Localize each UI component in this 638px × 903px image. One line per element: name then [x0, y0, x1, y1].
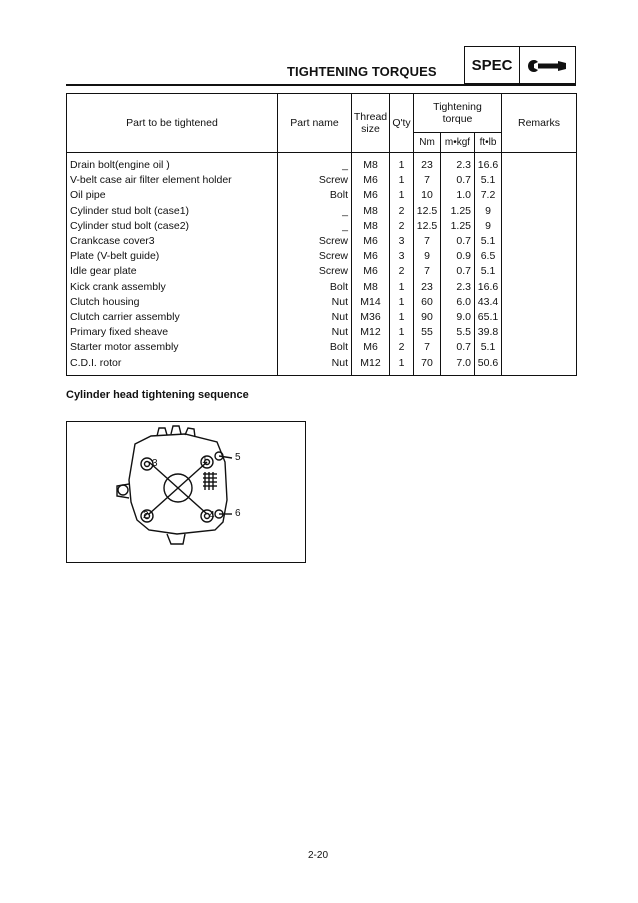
cell-mkgf: 5.5 — [456, 326, 471, 339]
cell-part-name: Bolt — [329, 280, 348, 293]
header-rule — [66, 84, 576, 86]
sequence-label-5: 5 — [235, 452, 241, 463]
cell-nm: 7 — [424, 174, 430, 187]
cell-nm: 7 — [424, 265, 430, 278]
cell-part-name: Nut — [331, 311, 348, 324]
cell-nm: 70 — [421, 356, 433, 369]
qty-column — [390, 153, 414, 376]
cell-part: Kick crank assembly — [70, 280, 166, 293]
cell-part: Idle gear plate — [70, 265, 137, 278]
cell-mkgf: 0.7 — [456, 235, 471, 248]
sequence-label-6: 6 — [235, 508, 241, 519]
cell-qty: 3 — [398, 250, 405, 263]
cell-part-name: Nut — [331, 295, 348, 308]
col-part-name: Part name — [278, 94, 352, 153]
col-remarks: Remarks — [502, 94, 577, 153]
sequence-label-2: 2 — [143, 510, 149, 521]
cell-ftlb: 5.1 — [480, 235, 496, 248]
cell-qty: 2 — [398, 341, 405, 354]
cell-thread: M14 — [360, 295, 381, 308]
cell-thread: M12 — [360, 356, 381, 369]
unit-ftlb: ft•lb — [475, 133, 502, 153]
cell-nm: 12.5 — [416, 219, 438, 232]
cell-qty: 1 — [398, 174, 405, 187]
col-tight-line1: Tightening — [433, 101, 482, 113]
cell-part: C.D.I. rotor — [70, 356, 122, 369]
cell-mkgf: 1.25 — [450, 204, 471, 217]
cell-part: Cylinder stud bolt (case1) — [70, 204, 190, 217]
cell-part-name: Screw — [318, 265, 348, 278]
cell-mkgf: 9.0 — [456, 311, 471, 324]
cell-part-name: Screw — [318, 235, 348, 248]
cell-nm: 55 — [421, 326, 433, 339]
cell-nm: 23 — [421, 159, 433, 171]
cell-mkgf: 2.3 — [456, 159, 471, 171]
cell-part: Drain bolt(engine oil ) — [70, 159, 170, 171]
cell-qty: 1 — [398, 159, 405, 171]
cell-thread: M6 — [363, 174, 378, 187]
part-name-column — [278, 153, 352, 376]
cell-qty: 3 — [398, 235, 405, 248]
torque-table — [66, 93, 577, 376]
cell-part: Clutch housing — [70, 295, 140, 308]
cell-thread: M8 — [363, 219, 378, 232]
spec-badge: SPEC — [464, 46, 520, 84]
cell-part: V-belt case air filter element holder — [70, 174, 232, 187]
cell-qty: 1 — [398, 356, 405, 369]
cell-ftlb: 5.1 — [480, 174, 496, 187]
cell-thread: M6 — [363, 235, 378, 248]
col-part: Part to be tightened — [67, 94, 278, 153]
cell-mkgf: 0.7 — [456, 174, 471, 187]
cell-nm: 7 — [424, 341, 430, 354]
cell-mkgf: 1.25 — [450, 219, 471, 232]
col-thread-line2: size — [361, 123, 380, 135]
thread-size-column — [352, 153, 390, 376]
cell-qty: 1 — [398, 189, 405, 202]
cell-mkgf: 7.0 — [456, 356, 471, 369]
cell-ftlb: 6.5 — [480, 250, 496, 263]
cell-part-name: Screw — [318, 174, 348, 187]
cell-part-name: Bolt — [329, 341, 348, 354]
cell-part: Starter motor assembly — [70, 341, 179, 354]
cell-ftlb: 39.8 — [477, 326, 499, 339]
cell-qty: 1 — [398, 295, 405, 308]
cell-ftlb: 5.1 — [480, 265, 496, 278]
unit-nm: Nm — [414, 133, 441, 153]
part-column — [67, 153, 278, 376]
cell-mkgf: 0.7 — [456, 265, 471, 278]
cell-mkgf: 0.7 — [456, 341, 471, 354]
ftlb-column — [475, 153, 502, 376]
cell-part: Oil pipe — [70, 189, 106, 202]
cell-thread: M12 — [360, 326, 381, 339]
cell-nm: 9 — [424, 250, 430, 263]
cell-ftlb: 65.1 — [477, 311, 499, 324]
col-qty: Q'ty — [390, 94, 414, 153]
cell-thread: M8 — [363, 159, 378, 171]
cell-mkgf: 6.0 — [456, 295, 471, 308]
cell-nm: 12.5 — [416, 204, 438, 217]
sequence-label-1: 1 — [202, 455, 208, 466]
cell-qty: 2 — [398, 219, 405, 232]
cell-mkgf: 1.0 — [456, 189, 471, 202]
page-number: 2-20 — [308, 850, 329, 861]
col-thread-size — [352, 94, 390, 153]
unit-mkgf: m•kgf — [441, 133, 475, 153]
cell-ftlb: 9 — [485, 204, 491, 217]
cell-part-name: _ — [342, 159, 348, 171]
cell-thread: M36 — [360, 311, 381, 324]
cell-ftlb: 43.4 — [477, 295, 499, 308]
cell-thread: M6 — [363, 341, 378, 354]
cylinder-head-figure — [66, 421, 306, 563]
cylinder-head-drawing — [67, 422, 307, 564]
section-title: TIGHTENING TORQUES — [287, 64, 437, 79]
sequence-heading: Cylinder head tightening sequence — [66, 389, 249, 401]
cell-thread: M6 — [363, 265, 378, 278]
remarks-column — [502, 153, 577, 376]
cell-nm: 60 — [421, 295, 433, 308]
col-tightening-torque — [414, 94, 502, 133]
cell-mkgf: 0.9 — [456, 250, 471, 263]
cell-nm: 10 — [421, 189, 433, 202]
cell-qty: 1 — [398, 280, 405, 293]
cell-part: Cylinder stud bolt (case2) — [70, 219, 190, 232]
cell-part: Plate (V-belt guide) — [70, 250, 160, 263]
sequence-label-4: 4 — [209, 510, 215, 521]
cell-qty: 2 — [398, 265, 405, 278]
cell-part-name: Bolt — [329, 189, 348, 202]
cell-part-name: Nut — [331, 356, 348, 369]
cell-part: Crankcase cover3 — [70, 235, 155, 248]
mkgf-column — [441, 153, 475, 376]
cell-part-name: Screw — [318, 250, 348, 263]
cell-part: Clutch carrier assembly — [70, 311, 180, 324]
cell-thread: M6 — [363, 250, 378, 263]
cell-nm: 7 — [424, 235, 430, 248]
cell-ftlb: 16.6 — [477, 159, 499, 171]
col-thread-line1: Thread — [353, 111, 388, 123]
col-tight-line2: torque — [442, 113, 473, 125]
wrench-icon — [520, 46, 576, 84]
cell-ftlb: 9 — [485, 219, 491, 232]
cell-thread: M8 — [363, 204, 378, 217]
cell-thread: M8 — [363, 280, 378, 293]
cell-ftlb: 7.2 — [480, 189, 496, 202]
nm-column — [414, 153, 441, 376]
cell-qty: 1 — [398, 326, 405, 339]
cell-qty: 2 — [398, 204, 405, 217]
table-body-row — [67, 153, 577, 376]
sequence-label-3: 3 — [152, 458, 158, 469]
cell-part-name: _ — [342, 219, 348, 232]
cell-nm: 90 — [421, 311, 433, 324]
cell-ftlb: 50.6 — [477, 356, 499, 369]
cell-qty: 1 — [398, 311, 405, 324]
cell-nm: 23 — [421, 280, 433, 293]
cell-part-name: Nut — [331, 326, 348, 339]
cell-mkgf: 2.3 — [456, 280, 471, 293]
cell-part: Primary fixed sheave — [70, 326, 169, 339]
cell-thread: M6 — [363, 189, 378, 202]
cell-ftlb: 16.6 — [477, 280, 499, 293]
cell-part-name: _ — [342, 204, 348, 217]
cell-ftlb: 5.1 — [480, 341, 496, 354]
